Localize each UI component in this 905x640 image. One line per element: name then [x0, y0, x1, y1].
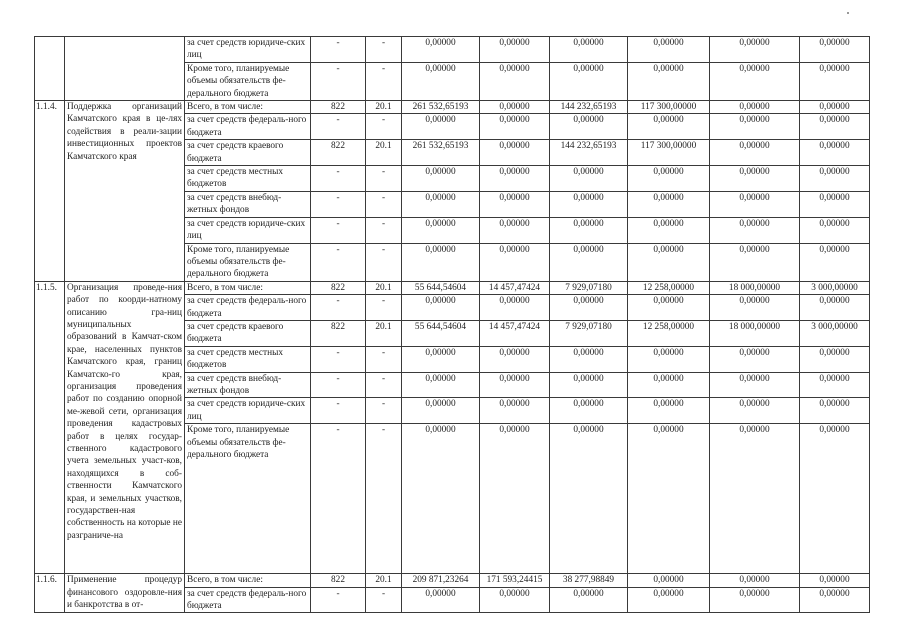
amount-cell: 0,00000 [550, 37, 628, 63]
amount-cell: 0,00000 [480, 424, 550, 574]
item-description [65, 37, 185, 101]
amount-cell: 0,00000 [800, 166, 870, 192]
funding-source: Всего, в том числе: [185, 281, 311, 294]
funding-source: за счет средств федераль-ного бюджета [185, 295, 311, 321]
table-row [35, 281, 870, 294]
section-code: 20.1 [366, 140, 402, 166]
funding-source: за счет средств внебюд-жетных фондов [185, 191, 311, 217]
amount-cell: 0,00000 [480, 243, 550, 281]
amount-cell: 171 593,24415 [480, 574, 550, 587]
amount-cell: 12 258,00000 [628, 320, 710, 346]
amount-cell: 0,00000 [550, 217, 628, 243]
funding-source: за счет средств юридиче-ских лиц [185, 37, 311, 63]
funding-source: Всего, в том числе: [185, 574, 311, 587]
amount-cell: 0,00000 [402, 243, 480, 281]
grbs-code: 822 [311, 320, 366, 346]
amount-cell: 7 929,07180 [550, 281, 628, 294]
amount-cell: 261 532,65193 [402, 101, 480, 114]
amount-cell: 0,00000 [628, 166, 710, 192]
item-description: Организация проведе-ния работ по коорди-натному описанию гра-ниц муниципальных образований в Камчат-ском крае, населенных пунктов Камчатского края, границ Камчатско-го края, организация проведения работ по созданию опорной ме-жевой сети, организация проведения кадастровых работ в целях государ-ственного кадастрового учета земельных участ-ков, находящихся в соб-ственности Камчатского края, и земельных участков, государствен-ная собственность на которые не разграниче-на [65, 281, 185, 573]
amount-cell: 14 457,47424 [480, 281, 550, 294]
amount-cell: 0,00000 [628, 243, 710, 281]
grbs-code: - [311, 424, 366, 574]
funding-source: Кроме того, планируемые объемы обязательств фе-дерального бюджета [185, 62, 311, 100]
funding-source: за счет средств федераль-ного бюджета [185, 587, 311, 613]
section-code: - [366, 587, 402, 613]
funding-source: за счет средств местных бюджетов [185, 166, 311, 192]
amount-cell: 0,00000 [800, 346, 870, 372]
section-code: 20.1 [366, 101, 402, 114]
amount-cell: 0,00000 [800, 114, 870, 140]
section-code: 20.1 [366, 574, 402, 587]
item-code [35, 37, 65, 101]
amount-cell: 0,00000 [628, 372, 710, 398]
section-code: 20.1 [366, 320, 402, 346]
amount-cell: 0,00000 [480, 166, 550, 192]
amount-cell: 144 232,65193 [550, 101, 628, 114]
grbs-code: - [311, 346, 366, 372]
section-code: - [366, 398, 402, 424]
amount-cell: 0,00000 [480, 62, 550, 100]
amount-cell: 0,00000 [402, 37, 480, 63]
funding-source: за счет средств краевого бюджета [185, 140, 311, 166]
grbs-code: - [311, 398, 366, 424]
amount-cell: 0,00000 [402, 191, 480, 217]
amount-cell: 0,00000 [710, 574, 800, 587]
grbs-code: - [311, 372, 366, 398]
amount-cell: 0,00000 [800, 243, 870, 281]
amount-cell: 0,00000 [550, 191, 628, 217]
amount-cell: 117 300,00000 [628, 140, 710, 166]
amount-cell: 0,00000 [402, 114, 480, 140]
amount-cell: 0,00000 [550, 587, 628, 613]
amount-cell: 0,00000 [550, 243, 628, 281]
section-code: - [366, 62, 402, 100]
section-code: - [366, 372, 402, 398]
amount-cell: 0,00000 [628, 217, 710, 243]
amount-cell: 0,00000 [800, 140, 870, 166]
grbs-code: 822 [311, 101, 366, 114]
funding-source: Кроме того, планируемые объемы обязательств фе-дерального бюджета [185, 243, 311, 281]
section-code: - [366, 295, 402, 321]
funding-source: за счет средств юридиче-ских лиц [185, 398, 311, 424]
amount-cell: 55 644,54604 [402, 320, 480, 346]
amount-cell: 0,00000 [710, 37, 800, 63]
amount-cell: 0,00000 [800, 398, 870, 424]
amount-cell: 0,00000 [550, 424, 628, 574]
funding-source: за счет средств внебюд-жетных фондов [185, 372, 311, 398]
amount-cell: 0,00000 [800, 217, 870, 243]
amount-cell: 0,00000 [480, 140, 550, 166]
amount-cell: 0,00000 [710, 191, 800, 217]
amount-cell: 0,00000 [628, 191, 710, 217]
section-code: - [366, 114, 402, 140]
amount-cell: 0,00000 [550, 295, 628, 321]
amount-cell: 0,00000 [402, 166, 480, 192]
item-code: 1.1.5. [35, 281, 65, 573]
amount-cell: 7 929,07180 [550, 320, 628, 346]
amount-cell: 0,00000 [710, 398, 800, 424]
funding-source: Кроме того, планируемые объемы обязательств фе-дерального бюджета [185, 424, 311, 574]
amount-cell: 0,00000 [710, 166, 800, 192]
grbs-code: - [311, 62, 366, 100]
amount-cell: 0,00000 [710, 424, 800, 574]
budget-table [34, 36, 870, 613]
amount-cell: 0,00000 [800, 587, 870, 613]
grbs-code: 822 [311, 140, 366, 166]
amount-cell: 0,00000 [402, 217, 480, 243]
amount-cell: 0,00000 [628, 295, 710, 321]
amount-cell: 0,00000 [710, 295, 800, 321]
amount-cell: 0,00000 [402, 295, 480, 321]
section-code: - [366, 166, 402, 192]
amount-cell: 0,00000 [402, 346, 480, 372]
table-row [35, 101, 870, 114]
amount-cell: 0,00000 [550, 114, 628, 140]
amount-cell: 0,00000 [480, 346, 550, 372]
grbs-code: - [311, 166, 366, 192]
item-description: Поддержка организаций Камчатского края в це-лях содействия в реали-зации инвестиционных проектов Камчатского края [65, 101, 185, 282]
amount-cell: 0,00000 [628, 114, 710, 140]
amount-cell: 0,00000 [800, 574, 870, 587]
amount-cell: 0,00000 [480, 37, 550, 63]
amount-cell: 0,00000 [710, 140, 800, 166]
amount-cell: 0,00000 [402, 62, 480, 100]
item-code: 1.1.4. [35, 101, 65, 282]
amount-cell: 0,00000 [402, 372, 480, 398]
amount-cell: 0,00000 [480, 101, 550, 114]
amount-cell: 0,00000 [710, 62, 800, 100]
grbs-code: - [311, 217, 366, 243]
grbs-code: - [311, 587, 366, 613]
table-row [35, 574, 870, 587]
amount-cell: 18 000,00000 [710, 281, 800, 294]
funding-source: за счет средств местных бюджетов [185, 346, 311, 372]
amount-cell: 117 300,00000 [628, 101, 710, 114]
amount-cell: 14 457,47424 [480, 320, 550, 346]
amount-cell: 0,00000 [628, 346, 710, 372]
amount-cell: 0,00000 [628, 587, 710, 613]
grbs-code: - [311, 243, 366, 281]
grbs-code: 822 [311, 281, 366, 294]
amount-cell: 0,00000 [402, 398, 480, 424]
amount-cell: 0,00000 [550, 372, 628, 398]
amount-cell: 0,00000 [710, 243, 800, 281]
amount-cell: 3 000,00000 [800, 320, 870, 346]
amount-cell: 0,00000 [480, 191, 550, 217]
item-description: Применение процедур финансового оздоровле-ния и банкротства в от- [65, 574, 185, 613]
item-code: 1.1.6. [35, 574, 65, 613]
amount-cell: 0,00000 [628, 37, 710, 63]
amount-cell: 0,00000 [480, 587, 550, 613]
section-code: - [366, 424, 402, 574]
amount-cell: 0,00000 [550, 166, 628, 192]
amount-cell: 3 000,00000 [800, 281, 870, 294]
section-code: - [366, 217, 402, 243]
grbs-code: 822 [311, 574, 366, 587]
table-body [35, 37, 870, 613]
amount-cell: 144 232,65193 [550, 140, 628, 166]
amount-cell: 0,00000 [800, 372, 870, 398]
amount-cell: 38 277,98849 [550, 574, 628, 587]
section-code: - [366, 191, 402, 217]
amount-cell: 0,00000 [710, 346, 800, 372]
amount-cell: 0,00000 [628, 398, 710, 424]
amount-cell: 0,00000 [550, 346, 628, 372]
funding-source: за счет средств краевого бюджета [185, 320, 311, 346]
funding-source: за счет средств федераль-ного бюджета [185, 114, 311, 140]
grbs-code: - [311, 191, 366, 217]
amount-cell: 0,00000 [480, 295, 550, 321]
amount-cell: 0,00000 [628, 62, 710, 100]
amount-cell: 0,00000 [628, 574, 710, 587]
amount-cell: 0,00000 [710, 217, 800, 243]
amount-cell: 261 532,65193 [402, 140, 480, 166]
amount-cell: 0,00000 [550, 398, 628, 424]
section-code: - [366, 37, 402, 63]
amount-cell: 0,00000 [800, 424, 870, 574]
funding-source: Всего, в том числе: [185, 101, 311, 114]
grbs-code: - [311, 295, 366, 321]
scan-speck [847, 12, 849, 14]
amount-cell: 55 644,54604 [402, 281, 480, 294]
amount-cell: 12 258,00000 [628, 281, 710, 294]
amount-cell: 0,00000 [710, 372, 800, 398]
amount-cell: 0,00000 [800, 101, 870, 114]
amount-cell: 0,00000 [800, 62, 870, 100]
amount-cell: 0,00000 [550, 62, 628, 100]
amount-cell: 0,00000 [402, 424, 480, 574]
amount-cell: 0,00000 [480, 114, 550, 140]
funding-source: за счет средств юридиче-ских лиц [185, 217, 311, 243]
amount-cell: 0,00000 [480, 398, 550, 424]
table-row [35, 37, 870, 63]
section-code: 20.1 [366, 281, 402, 294]
section-code: - [366, 243, 402, 281]
amount-cell: 209 871,23264 [402, 574, 480, 587]
amount-cell: 18 000,00000 [710, 320, 800, 346]
section-code: - [366, 346, 402, 372]
amount-cell: 0,00000 [628, 424, 710, 574]
amount-cell: 0,00000 [710, 101, 800, 114]
amount-cell: 0,00000 [710, 114, 800, 140]
amount-cell: 0,00000 [800, 37, 870, 63]
amount-cell: 0,00000 [480, 217, 550, 243]
amount-cell: 0,00000 [710, 587, 800, 613]
grbs-code: - [311, 37, 366, 63]
amount-cell: 0,00000 [402, 587, 480, 613]
amount-cell: 0,00000 [800, 295, 870, 321]
grbs-code: - [311, 114, 366, 140]
amount-cell: 0,00000 [480, 372, 550, 398]
amount-cell: 0,00000 [800, 191, 870, 217]
